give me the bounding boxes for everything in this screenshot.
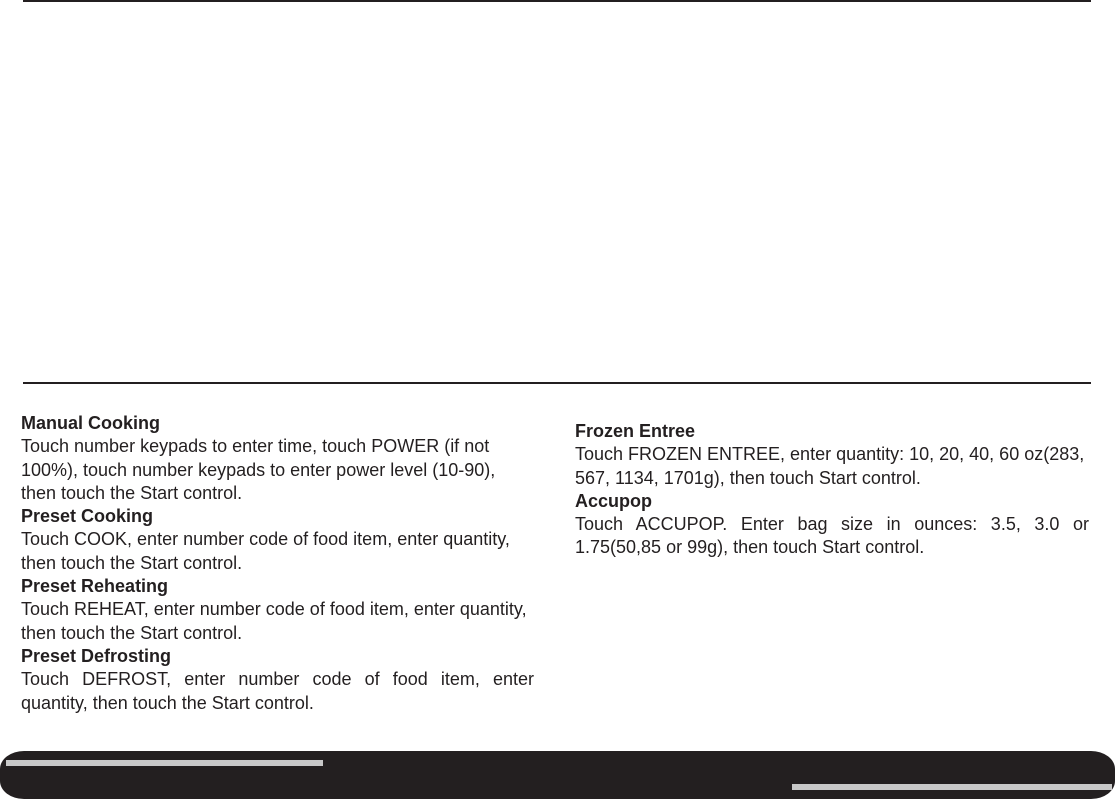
footer-bar (0, 751, 1115, 799)
section-preset-defrosting (21, 645, 534, 715)
section-heading: Manual Cooking (21, 413, 160, 433)
section-heading: Preset Reheating (21, 576, 169, 597)
section-body: Touch COOK, enter number code of food item, enter quantity, then touch the Start control. (21, 529, 510, 573)
instructions-left-column (21, 412, 534, 715)
section-body: Touch FROZEN ENTREE, enter quantity: 10, 20, 40, 60 oz(283, 567, 1134, 1701g), then touch Start control. (575, 444, 1085, 488)
footer-stripe-right (792, 784, 1112, 790)
section-preset-cooking (21, 505, 534, 575)
section-heading: Frozen Entree (575, 421, 696, 441)
section-heading: Preset Defrosting (21, 645, 172, 666)
section-divider-rule (23, 382, 1091, 384)
section-preset-reheating (21, 575, 534, 645)
section-frozen-entree (575, 420, 1089, 490)
section-heading: Preset Cooking (21, 506, 154, 527)
section-body: Touch REHEAT, enter number code of food item, enter quantity, then touch the Start control. (21, 599, 527, 643)
footer-stripe-left (6, 760, 323, 766)
instructions-right-column (575, 420, 1089, 560)
section-body: Touch ACCUPOP. Enter bag size in ounces: 3.5, 3.0 or 1.75(50,85 or 99g), then touch Start control. (575, 514, 1089, 558)
section-manual-cooking (21, 412, 534, 505)
section-body: Touch number keypads to enter time, touch POWER (if not 100%), touch number keypads to enter power level (10-90), then touch the Start control. (21, 436, 496, 503)
section-heading: Accupop (575, 490, 653, 511)
section-accupop (575, 490, 1089, 560)
top-rule (23, 0, 1091, 2)
section-body: Touch DEFROST, enter number code of food item, enter quantity, then touch the Start control. (21, 669, 534, 713)
